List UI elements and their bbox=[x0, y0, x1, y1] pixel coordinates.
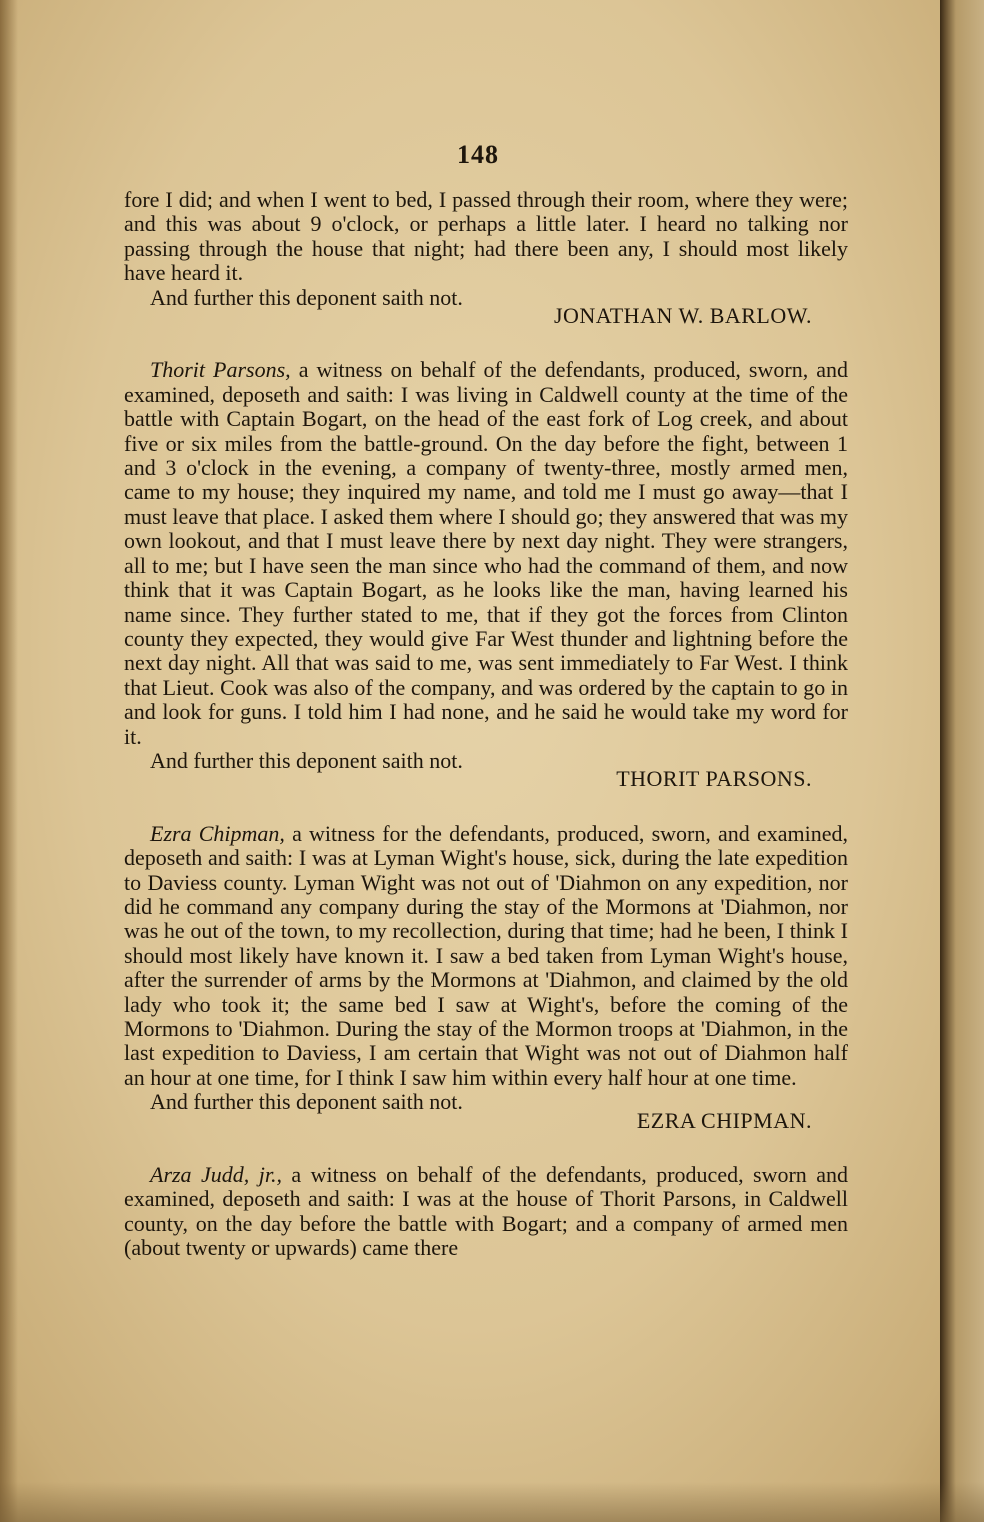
deposition-paragraph bbox=[124, 1163, 848, 1261]
witness-name: Ezra Chipman, bbox=[150, 820, 285, 846]
closing-line: And further this deponent saith not. bbox=[150, 1089, 463, 1115]
page-bottom-shadow bbox=[0, 1482, 984, 1522]
closing-line: And further this deponent saith not. bbox=[150, 747, 463, 773]
gutter-shadow bbox=[0, 0, 18, 1522]
deposition-text: a witness for the defendants, produced, sworn, and examined, deposeth and saith: I was at Lyman Wight's house, sick, during the late expedition to Daviess county. Lyman Wight was not out of 'Diahmon on any expedition, nor did he command any company during the stay of the Mormons at 'Diahmon, nor was he out of the town, to my recollection, during that time; had he been, I think I should most likely have known it. I saw a bed taken from Lyman Wight's house, after the surrender of arms by the Mormons at 'Diahmon, and claimed by the old lady who took it; the same bed I saw at Wight's, before the coming of the Mormons to 'Diahmon. During the stay of the Mormon troops at 'Diahmon, in the last expedition to Daviess, I am certain that Wight was not out of Diahmon half an hour at one time, for I think I saw him within every half hour at one time. bbox=[124, 820, 848, 1090]
closing-line: And further this deponent saith not. bbox=[150, 284, 463, 310]
signature: JONATHAN W. BARLOW. bbox=[553, 303, 812, 329]
deposition-text: a witness on behalf of the defendants, produced, sworn and examined, deposeth and saith: I was at the house of Thorit Parsons, in Caldwell county, on the day before the battle with Bogart; and a company of armed men (about twenty or upwards) came there bbox=[124, 1162, 849, 1261]
signature: THORIT PARSONS. bbox=[616, 766, 812, 792]
text-column bbox=[124, 188, 848, 1261]
continuation-paragraph: fore I did; and when I went to bed, I passed through their room, where they were; and this was about 9 o'clock, or perhaps a little later. I heard no talking nor passing through the house that night; had there been any, I should most likely have heard it. bbox=[124, 187, 848, 286]
facing-page-edge bbox=[940, 0, 984, 1522]
deposition-paragraph bbox=[124, 822, 848, 1090]
signature: EZRA CHIPMAN. bbox=[636, 1107, 812, 1133]
deposition-text: a witness on behalf of the defendants, produced, sworn, and examined, deposeth and saith: I was living in Caldwell county at the time of the battle with Captain Bogart, on the head of the east fork of Log creek, and about five or six miles from the battle-ground. On the day before the fight, between 1 and 3 o'clock in the evening, a company of twenty-three, mostly armed men, came to my house; they inquired my name, and told me I must go away—that I must leave that place. I asked them where I should go; they answered that was my own lookout, and that I must leave there by next day night. They were strangers, all to me; but I have seen the man since who had the command of them, and now think that it was Captain Bogart, as he looks like the man, having learned his name since. They further stated to me, that if they got the forces from Clinton county they expected, they would give Far West thunder and lightning before the next day night. All that was said to me, was sent immediately to Far West. I think that Lieut. Cook was also of the company, and was ordered by the captain to go in and look for guns. I told him I had none, and he said he would take my word for it. bbox=[124, 357, 848, 749]
deposition-paragraph bbox=[124, 358, 848, 749]
witness-name: Arza Judd, jr., bbox=[150, 1162, 282, 1188]
page-number: 148 bbox=[457, 140, 499, 169]
witness-name: Thorit Parsons, bbox=[150, 357, 291, 383]
